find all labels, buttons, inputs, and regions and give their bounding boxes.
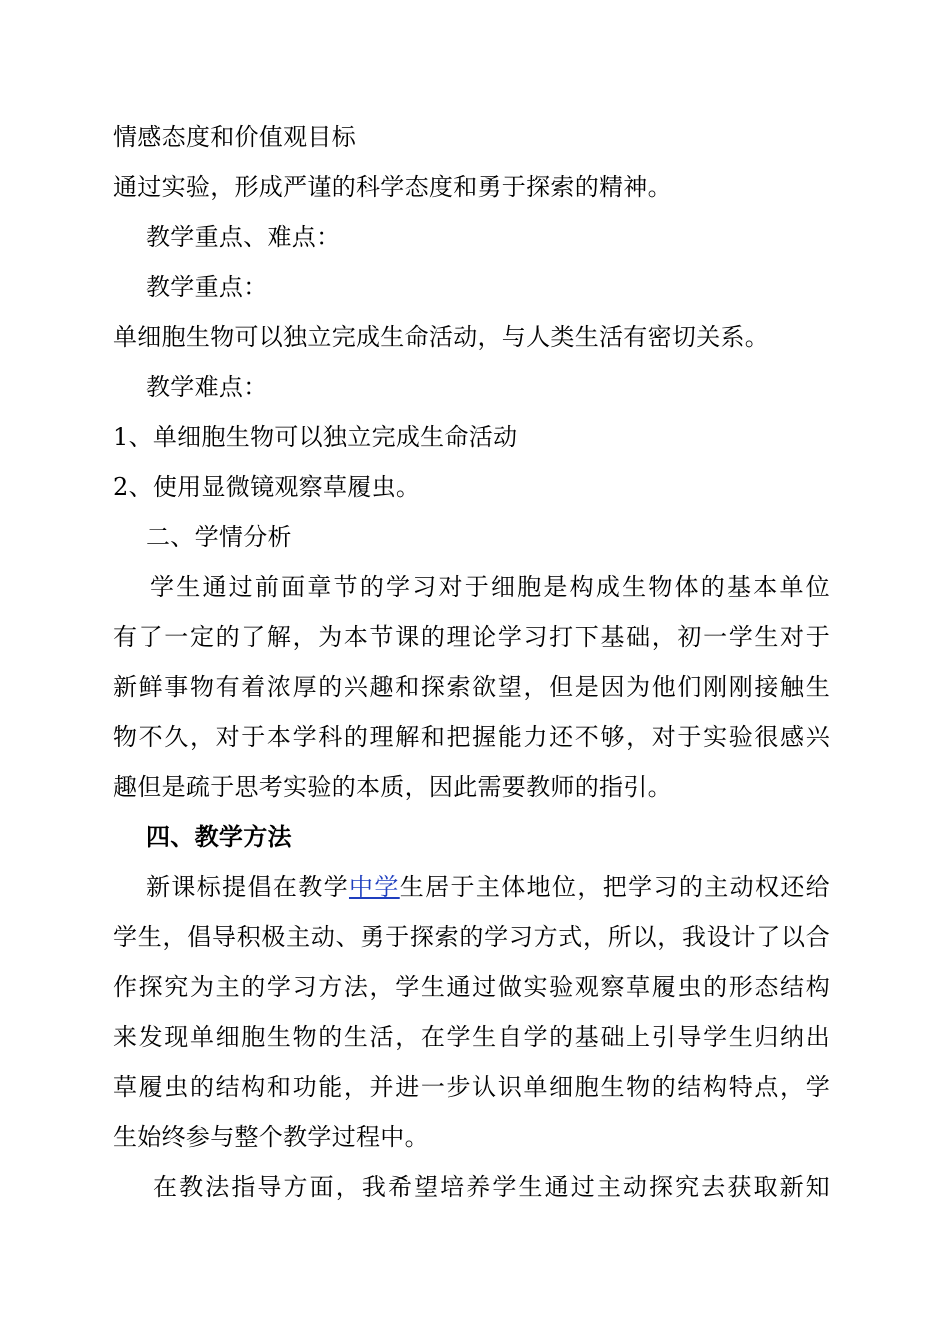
analysis-line: 趣但是疏于思考实验的本质，因此需要教师的指引。 [113, 773, 672, 801]
method-line [113, 862, 830, 912]
method-line: 草履虫的结构和功能，并进一步认识单细胞生物的结构特点，学 [113, 1073, 830, 1101]
document-page [113, 112, 830, 1212]
difficulty-item-1: 1、单细胞生物可以独立完成生命活动 [113, 423, 518, 451]
guidance-line: 在教法指导方面，我希望培养学生通过主动探究去获取新知 [153, 1173, 830, 1201]
method-line: 生始终参与整个教学过程中。 [113, 1123, 429, 1151]
method-text: 新课标提倡在教学 [146, 873, 349, 901]
difficulty-heading: 教学难点： [146, 373, 268, 401]
analysis-line: 物不久，对于本学科的理解和把握能力还不够，对于实验很感兴 [113, 723, 830, 751]
key-point-heading: 教学重点： [146, 273, 268, 301]
key-points-heading: 教学重点、难点： [146, 223, 341, 251]
section-heading-method: 四、教学方法 [146, 822, 292, 851]
method-line: 作探究为主的学习方法，学生通过做实验观察草履虫的形态结构 [113, 973, 830, 1001]
link-middle-school[interactable]: 中学 [348, 873, 400, 901]
analysis-line: 有了一定的了解，为本节课的理论学习打下基础，初一学生对于 [113, 623, 830, 651]
method-line: 来发现单细胞生物的生活，在学生自学的基础上引导学生归纳出 [113, 1023, 830, 1051]
difficulty-item-2: 2、使用显微镜观察草履虫。 [113, 473, 421, 501]
analysis-line: 新鲜事物有着浓厚的兴趣和探索欲望，但是因为他们刚刚接触生 [113, 673, 830, 701]
section-heading-analysis: 二、学情分析 [146, 523, 292, 551]
goal-text: 通过实验，形成严谨的科学态度和勇于探索的精神。 [113, 173, 672, 201]
analysis-line: 学生通过前面章节的学习对于细胞是构成生物体的基本单位 [150, 573, 830, 601]
method-text: 生居于主体地位，把学习的主动权还给 [399, 873, 830, 901]
key-point-text: 单细胞生物可以独立完成生命活动，与人类生活有密切关系。 [113, 323, 770, 351]
method-line: 学生，倡导积极主动、勇于探索的学习方式，所以，我设计了以合 [113, 923, 830, 951]
goal-heading: 情感态度和价值观目标 [113, 123, 356, 151]
